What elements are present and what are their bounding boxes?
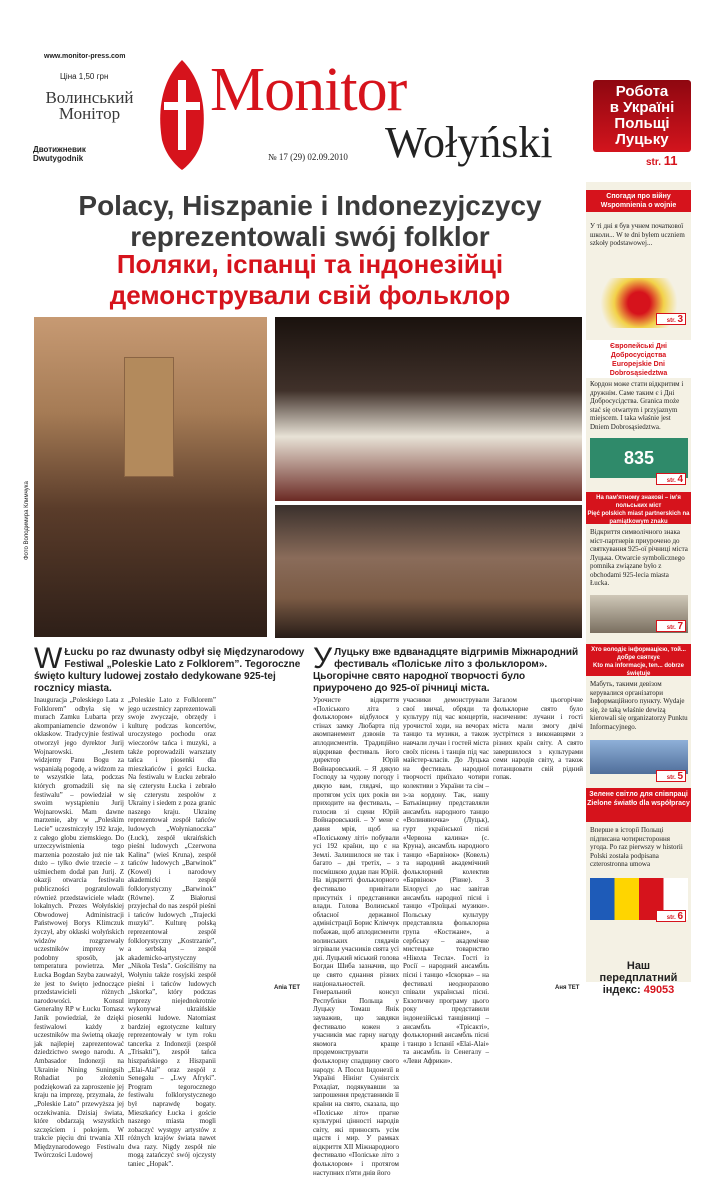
lead-pl-text: Łucku po raz dwunasty odbył się Międzynarodowy Festiwal „Poleskie Lato z Folklorem”. Tegoroczne święto kultury ludowej zostało dedykowane 925-tej rocznicy miasta. bbox=[34, 647, 305, 694]
promo-line: в Україні bbox=[609, 99, 675, 116]
dropcap-pl: W bbox=[34, 642, 63, 675]
sidebar-section-5-header[interactable] bbox=[586, 788, 691, 822]
promo-line: Польщі bbox=[614, 115, 670, 132]
s3-str-label: str. bbox=[666, 625, 676, 631]
masthead-ua-name bbox=[33, 90, 146, 122]
dropcap-ua: У bbox=[313, 642, 333, 675]
headline-ua-line2: демонстрували свій фольклор bbox=[109, 280, 511, 310]
s4-page-ref[interactable] bbox=[656, 770, 686, 782]
promo-page-ref bbox=[646, 153, 678, 168]
subs-line3: індекс: bbox=[602, 984, 641, 996]
promo-line: Луцьку bbox=[615, 131, 669, 148]
promo-page-num: 11 bbox=[663, 153, 678, 168]
s5-page-ref[interactable] bbox=[656, 910, 686, 922]
logo-wolynski: Wołyński bbox=[385, 118, 553, 167]
headline-pl bbox=[40, 190, 580, 252]
masthead-ua-line2: Монітор bbox=[58, 104, 121, 123]
photo-folk-dancers bbox=[275, 317, 582, 501]
s5-page-num: 6 bbox=[677, 911, 683, 922]
s3-title-ua: На пам'ятному знакові – ім'я польських міст bbox=[596, 495, 681, 509]
lead-pl bbox=[34, 642, 306, 695]
castle-tower-shape bbox=[124, 357, 174, 477]
headline-ua-line1: Поляки, іспанці та індонезійці bbox=[116, 249, 504, 279]
sidebar-section-4-header[interactable] bbox=[586, 644, 691, 676]
photo-castle-dancers bbox=[34, 317, 267, 637]
article-column-4: Урочисте відкриття «Поліського літа з фольклором» відбулося у стінах замку Любарта під акомпанемент дзвонів та аплодисментів. Традиційно відкривав фестиваль його директор Юрій Войнаровський. – Я дякую Господу за чудову погоду і дякую вам, глядачі, що протягом усіх цих років ви приходите на фестиваль, – голосив зі сцени Юрій Войнаровський. – У мене є давня мрія, щоб на «Поліському літі» побували усі 192 країни, що є на Землі. Залишилося не так і багато – дві третіх, – з посмішкою додав пан Юрій. На відкритті фольклорного фестивалю привітали присутніх і представники влади. Голова Волинської обласної державної адміністрації Борис Клімчук побажав, щоб аплодисменти волинських глядачів зігрівали учасників свята усі дні. Луцький міський голова Богдан Шиба зазначив, що це свято єднання різних національностей. Генеральний консул Республіки Польща у Луцьку Томаш Янік зауважив, що завдяки фестивалю кожен з учасників має гарну нагоду якомога краще продемонструвати фольклорну спадщину свого народу. А Посол Індонезії в Україні Нінінг Сунінгсіх Рохадіат, подякувавши за запрошення представників її країни на свято, сказала, що «Поліське літо» прагне культурні цінності народів світу, які приносять усім щастя і мир. У рамках відкриття ХІІ Міжнародного фестивалю «Поліське літо з фольклором» і протягом наступних п'яти днів його bbox=[313, 696, 399, 1177]
sidebar-section-3-header[interactable] bbox=[586, 492, 691, 524]
s1-title-ua: Спогади про війну bbox=[606, 193, 671, 200]
promo-page-label: str. bbox=[646, 157, 662, 168]
lead-ua-text: Луцьку вже вдванадцяте відгримів Міжнародний фестиваль «Поліське літо з фольклором». Цьогорічне свято народної творчості було приурочено до 925-ої річниці міста. bbox=[313, 647, 579, 694]
subs-line2: передплатний bbox=[599, 972, 678, 984]
photo-indonesian-dancers bbox=[275, 505, 582, 638]
frequency-ua: Двотижневик bbox=[33, 145, 86, 154]
website-url: www.monitor-press.com bbox=[44, 53, 126, 60]
s4-title-ua: Хто володіє інформацією, той... добре святкує bbox=[591, 647, 686, 661]
article-column-1: Inauguracja „Poleskiego Lata z Folklorem” odbyła się w murach Zamku Lubarta przy akompaniamencie dzwonów i okłaskow. Tradycyjnie festiwal otworzył jego dyrektor Jurij Wojnarowski. „Jestem widzjemy Panu Bogu za wspaniałą pogodę, a widzom za te wszystkie lata, podczas których gromadzili się na festiwalu” – powiedział w swoim wystąpieniu Jurij Wojnarowski. Mam dawne marzenie, aby w „Poleskim Lecie” uczestniczyły 192 kraje, z całego globu ziemskiego. Do urzeczywistnienia tego marzenia pozostało już nie tak dużo – tylko dwie trzecie – z uśmiechem dodał pan Jurij. Z okazji otwarcia festiwalu publiczności pogratulowali również przedstawiciele władz lokalnych. Prezes Wołyńskiej Obwodowej Administracji Państwowej Borys Klimczuk życzył, aby okłaski wołyńskich widzów rozgrzewały uczestników imprezy w podobny sposób, jak temperatura powietrza. Mer Łucka Bogdan Szyba zauważył, że jest to święto jednoczące przedstawicieli różnych narodowości. Konsul Generalny RP w Łucku Tomasz Janik powiedział, że dzięki festiwalowi każdy z uczestników ma świetną okazję jak najlepiej zaprezentować dziedzictwo swego narodu. A Ambasador Indonezji na Ukrainie Nining Suningsih Rohadiat po złożeniu podziękowań za zaproszenie jej kraju na imprezę, przyznała, że „Poleskie Lato” przewyższa jej oczekiwania. Dzisiaj świata, które obdarzają wszystkich szczęściem i pokojem. W trakcie pięciu dni trwania XII Międzynarodowego Festiwalu Twórczości Ludowej bbox=[34, 696, 124, 1160]
article-column-2 bbox=[128, 696, 216, 1169]
lead-ua bbox=[313, 642, 583, 695]
s4-title-pl: Kto ma informacje, ten... dobrze świętuje bbox=[592, 663, 684, 677]
promo-line: Робота bbox=[615, 83, 669, 100]
byline-pl: Ania TET bbox=[274, 985, 301, 991]
s1-str-label: str. bbox=[666, 318, 676, 324]
logo-monitor: Monitor bbox=[210, 56, 407, 124]
sidebar-section-1-header[interactable] bbox=[586, 190, 691, 212]
photo-credit: Фото Володимира Климчука bbox=[24, 481, 30, 560]
s1-title-pl: Wspomnienia o wojnie bbox=[600, 202, 677, 209]
sidebar-section-2-header[interactable] bbox=[586, 340, 691, 378]
byline-ua: Аня ТЕТ bbox=[555, 985, 580, 991]
s2-page-ref[interactable] bbox=[656, 473, 686, 485]
s5-title-pl: Zielone światło dla współpracy bbox=[587, 800, 690, 807]
article-column-2-text: „Poleskie Lato z Folklorem” jego uczestnicy zaprezentowali swoje zwyczaje, obrzędy i kulturę podczas koncertów, uroczystego pochodu oraz wieczorów tańca i muzyki, a także poprowadzili warsztaty tańca i piosenki dla mieszkańców i gości Łucka. Na festiwalu w Łucku zebrało się czterystu Łucka i zebrało się czterystu zespołów z Ukrainy i siedem z poza granic naszego kraju. Ukrainę reprezentował zespół tańców ludowych „Wołynianoczka” (Łuck), zespół ukraińskich pieśni ludowych „Czerwona Kalina” (wieś Kruna), zespół tańców ludowych „Barwinok” (Kowel) i narodowy akademicki zespół folklorystyczny „Barwinok” (Równe). Z Białorusi przyjechał do nas zespół pieśni i tańców ludowych „Trajecki muzyki”. Kulturę polską reprezentował zespół folklorystyczny „Kostrzanie”, a serbską – zespół akademicko-artystyczny „Nikoła Tesla”. Gościliśmy na Wołyniu także rosyjski zespół pieśni i tańców ludowych „Iskorka”, który podczas imprezy niejednokrotnie wykonywał ukraińskie piosenki ludowe. Natomiast bardziej egzotyczne kultury reprezentowały w tym roku tancerka z Indonezji (zespół „Trisakti”), zespół tańca hiszpańskiego z Hiszpanii „Elai-Alai” oraz zespół z Senegalu – „Lwy Afryki”. Program tegorocznego festiwalu folklorystycznego był naprawdę bogaty. Mieszkańcy Łucka i goście naszego miasta mogli zobaczyć występy artystów z różnych krajów świata nawet dwa razy. Nigdy zespół nie mogą zatańczyć swój ojczysty taniec „Hopak”. bbox=[128, 696, 216, 1169]
s2-page-num: 4 bbox=[677, 474, 683, 485]
frequency bbox=[33, 145, 86, 163]
s2-title-ua: Європейські Дні Добросусідства bbox=[609, 343, 667, 359]
article-column-3 bbox=[220, 696, 306, 986]
s5-str-label: str. bbox=[666, 915, 676, 921]
headline-pl-line2: reprezentowali swój folklor bbox=[130, 221, 490, 252]
s3-title-pl: Pięć polskich miast partnerskich na pamiątkowym znaku bbox=[587, 511, 690, 525]
promo-box[interactable] bbox=[593, 80, 691, 152]
subscription-index bbox=[586, 960, 691, 996]
s4-image bbox=[590, 740, 688, 774]
s1-page-ref[interactable] bbox=[656, 313, 686, 325]
s2-title-pl: Europejskie Dni Dobrosąsiedztwa bbox=[609, 361, 668, 377]
headline-ua bbox=[40, 249, 580, 311]
s4-page-num: 5 bbox=[677, 771, 683, 782]
s3-page-ref[interactable] bbox=[656, 620, 686, 632]
headline-pl-line1: Polacy, Hiszpanie i Indonezyjczycy bbox=[78, 190, 542, 221]
article-column-6: Загалом цьогорічне фольклорне свято було насиченим: лучани і гості міста мали змогу двічі зустрітися з виконавцями з різних країн світу. А свято завершилося з культурами семи народів світу, а також потанцювати свій рідний гопак. bbox=[493, 696, 583, 782]
s1-text: У ті дні я був учнем початкової школи... W te dni byłem uczniem szkoły podstawowej... bbox=[590, 222, 685, 247]
logo-cross-icon bbox=[152, 60, 212, 170]
subs-line1: Наш bbox=[626, 960, 651, 972]
s1-page-num: 3 bbox=[677, 314, 683, 325]
s3-page-num: 7 bbox=[677, 621, 683, 632]
subs-number: 49053 bbox=[643, 984, 675, 996]
s4-text: Мабуть, такими девізом керувалися організатори Інформаційного пункту. Wydaje się, że taką właśnie dewizą kierowali się organizatorzy Punktu Informacyjnego. bbox=[590, 680, 688, 731]
article-column-5: учасники демонстрували свої звичаї, обряди та культуру під час концертів, урочистої ходи, на вечорах танцю та музики, а також навчали лучан і гостей міста своїх пісень і танців під час майстер-класів. До Луцька на фестиваль народної творчості приїхало чотири колективи з України та сім – з-за кордону. Так, нашу Батьківщину представляли ансамбль народного танцю «Волиняночка» (Луцьк), гурт української пісні «Червона калина» (с. Круна), ансамбль народного танцю «Барвінок» (Ковель) та народний академічний фольклорний колектив «Барвінок» (Рівне). З Білорусі до нас завітав ансамбль народної пісні і танцю «Троїцькі музики». Польську культуру представляла фольклорна група «Костжане», а сербську – академічне мистецьке товариство «Нікола Тесла». Гості із Росії – народний ансамбль пісні і танцю «Іскорка» – на фестивалі неодноразово співали українські пісні. Екзотичну програму цього року представили індонезійські танцівниці – ансамбль «Трісакті», фольклорний ансамбль пісні і танцю з Іспанії «Elai-Alai» та ансамбль із Сенегалу – «Леви Африки». bbox=[403, 696, 489, 1065]
s3-text: Відкриття символічного знака міст-партнерів приурочено до святкування 925-ої річниці міста Луцька. Otwarcie symbolicznego pomnika związane było z obchodami 925-lecia miasta Łucka. bbox=[590, 528, 688, 587]
s5-title-ua: Зелене світло для співпраці bbox=[589, 791, 688, 798]
frequency-pl: Dwutygodnik bbox=[33, 154, 84, 163]
s2-image: 835 bbox=[590, 438, 688, 478]
masthead-ua-line1: Волинський bbox=[45, 88, 134, 107]
issue-number: № 17 (29) 02.09.2010 bbox=[268, 152, 348, 162]
s2-str-label: str. bbox=[666, 478, 676, 484]
s4-str-label: str. bbox=[666, 775, 676, 781]
s2-text: Кордон може стати відкритим і дружнім. Саме таким є і Дні Добросусідства. Granica może stać się otwartym i przyjaznym miejscem. I taka właśnie jest Dniem Dobrosąsiedztwa. bbox=[590, 380, 684, 431]
s5-text: Вперше в історії Польщі підписана чотиристороння угода. Po raz pierwszy w historii Polski została podpisana czterostronna umowa bbox=[590, 826, 683, 868]
price: Ціна 1,50 грн bbox=[60, 72, 109, 81]
